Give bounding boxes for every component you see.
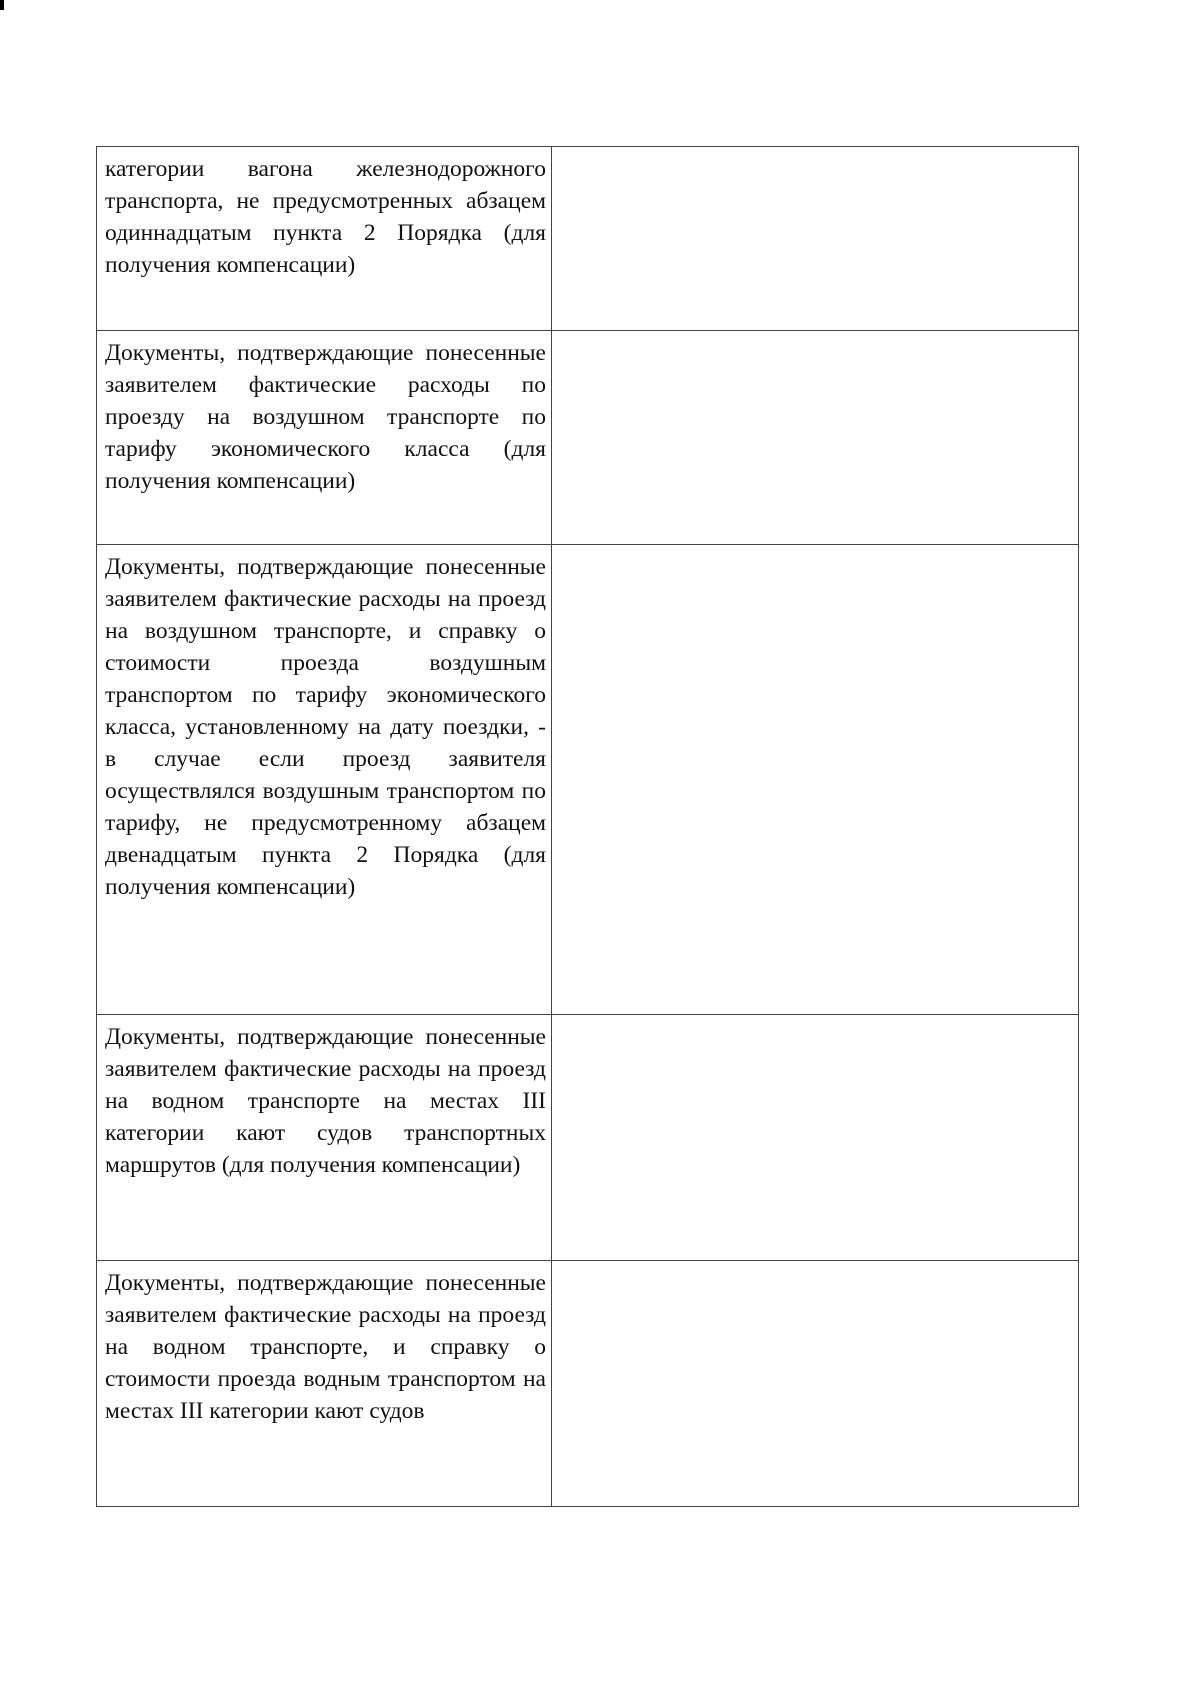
empty-cell	[552, 147, 1079, 331]
document-description: категории вагона железнодорожного транспорта, не предусмотренных абзацем одиннадцатым пункта 2 Порядка (для получения компенсации)	[105, 156, 546, 278]
document-description: Документы, подтверждающие понесенные заявителем фактические расходы на проезд на водном транспорте, и справку о стоимости проезда водным транспортом на местах III категории кают судов	[105, 1270, 546, 1424]
empty-cell	[552, 1261, 1079, 1507]
document-description: Документы, подтверждающие понесенные заявителем фактические расходы на проезд на водном транспорте на местах III категории кают судов транспортных маршрутов (для получения компенсации)	[105, 1024, 546, 1178]
scan-edge-mark	[0, 0, 4, 10]
empty-cell	[552, 1015, 1079, 1261]
table-row	[97, 1015, 1079, 1261]
document-description-cell	[97, 545, 552, 1015]
document-description: Документы, подтверждающие понесенные заявителем фактические расходы на проезд на воздушном транспорте, и справку о стоимости проезда воздушным транспортом по тарифу экономического класса, установленному на дату поездки, - в случае если проезд заявителя осуществлялся воздушным транспортом по тарифу, не предусмотренному абзацем двенадцатым пункта 2 Порядка (для получения компенсации)	[105, 554, 546, 900]
document-description-cell	[97, 331, 552, 545]
document-description-cell	[97, 1261, 552, 1507]
document-description-cell	[97, 1015, 552, 1261]
table-row	[97, 545, 1079, 1015]
empty-cell	[552, 545, 1079, 1015]
table-row	[97, 1261, 1079, 1507]
document-description-cell	[97, 147, 552, 331]
empty-cell	[552, 331, 1079, 545]
document-description: Документы, подтверждающие понесенные заявителем фактические расходы по проезду на воздушном транспорте по тарифу экономического класса (для получения компенсации)	[105, 340, 546, 494]
table-row	[97, 331, 1079, 545]
table-row	[97, 147, 1079, 331]
documents-table	[96, 146, 1079, 1507]
